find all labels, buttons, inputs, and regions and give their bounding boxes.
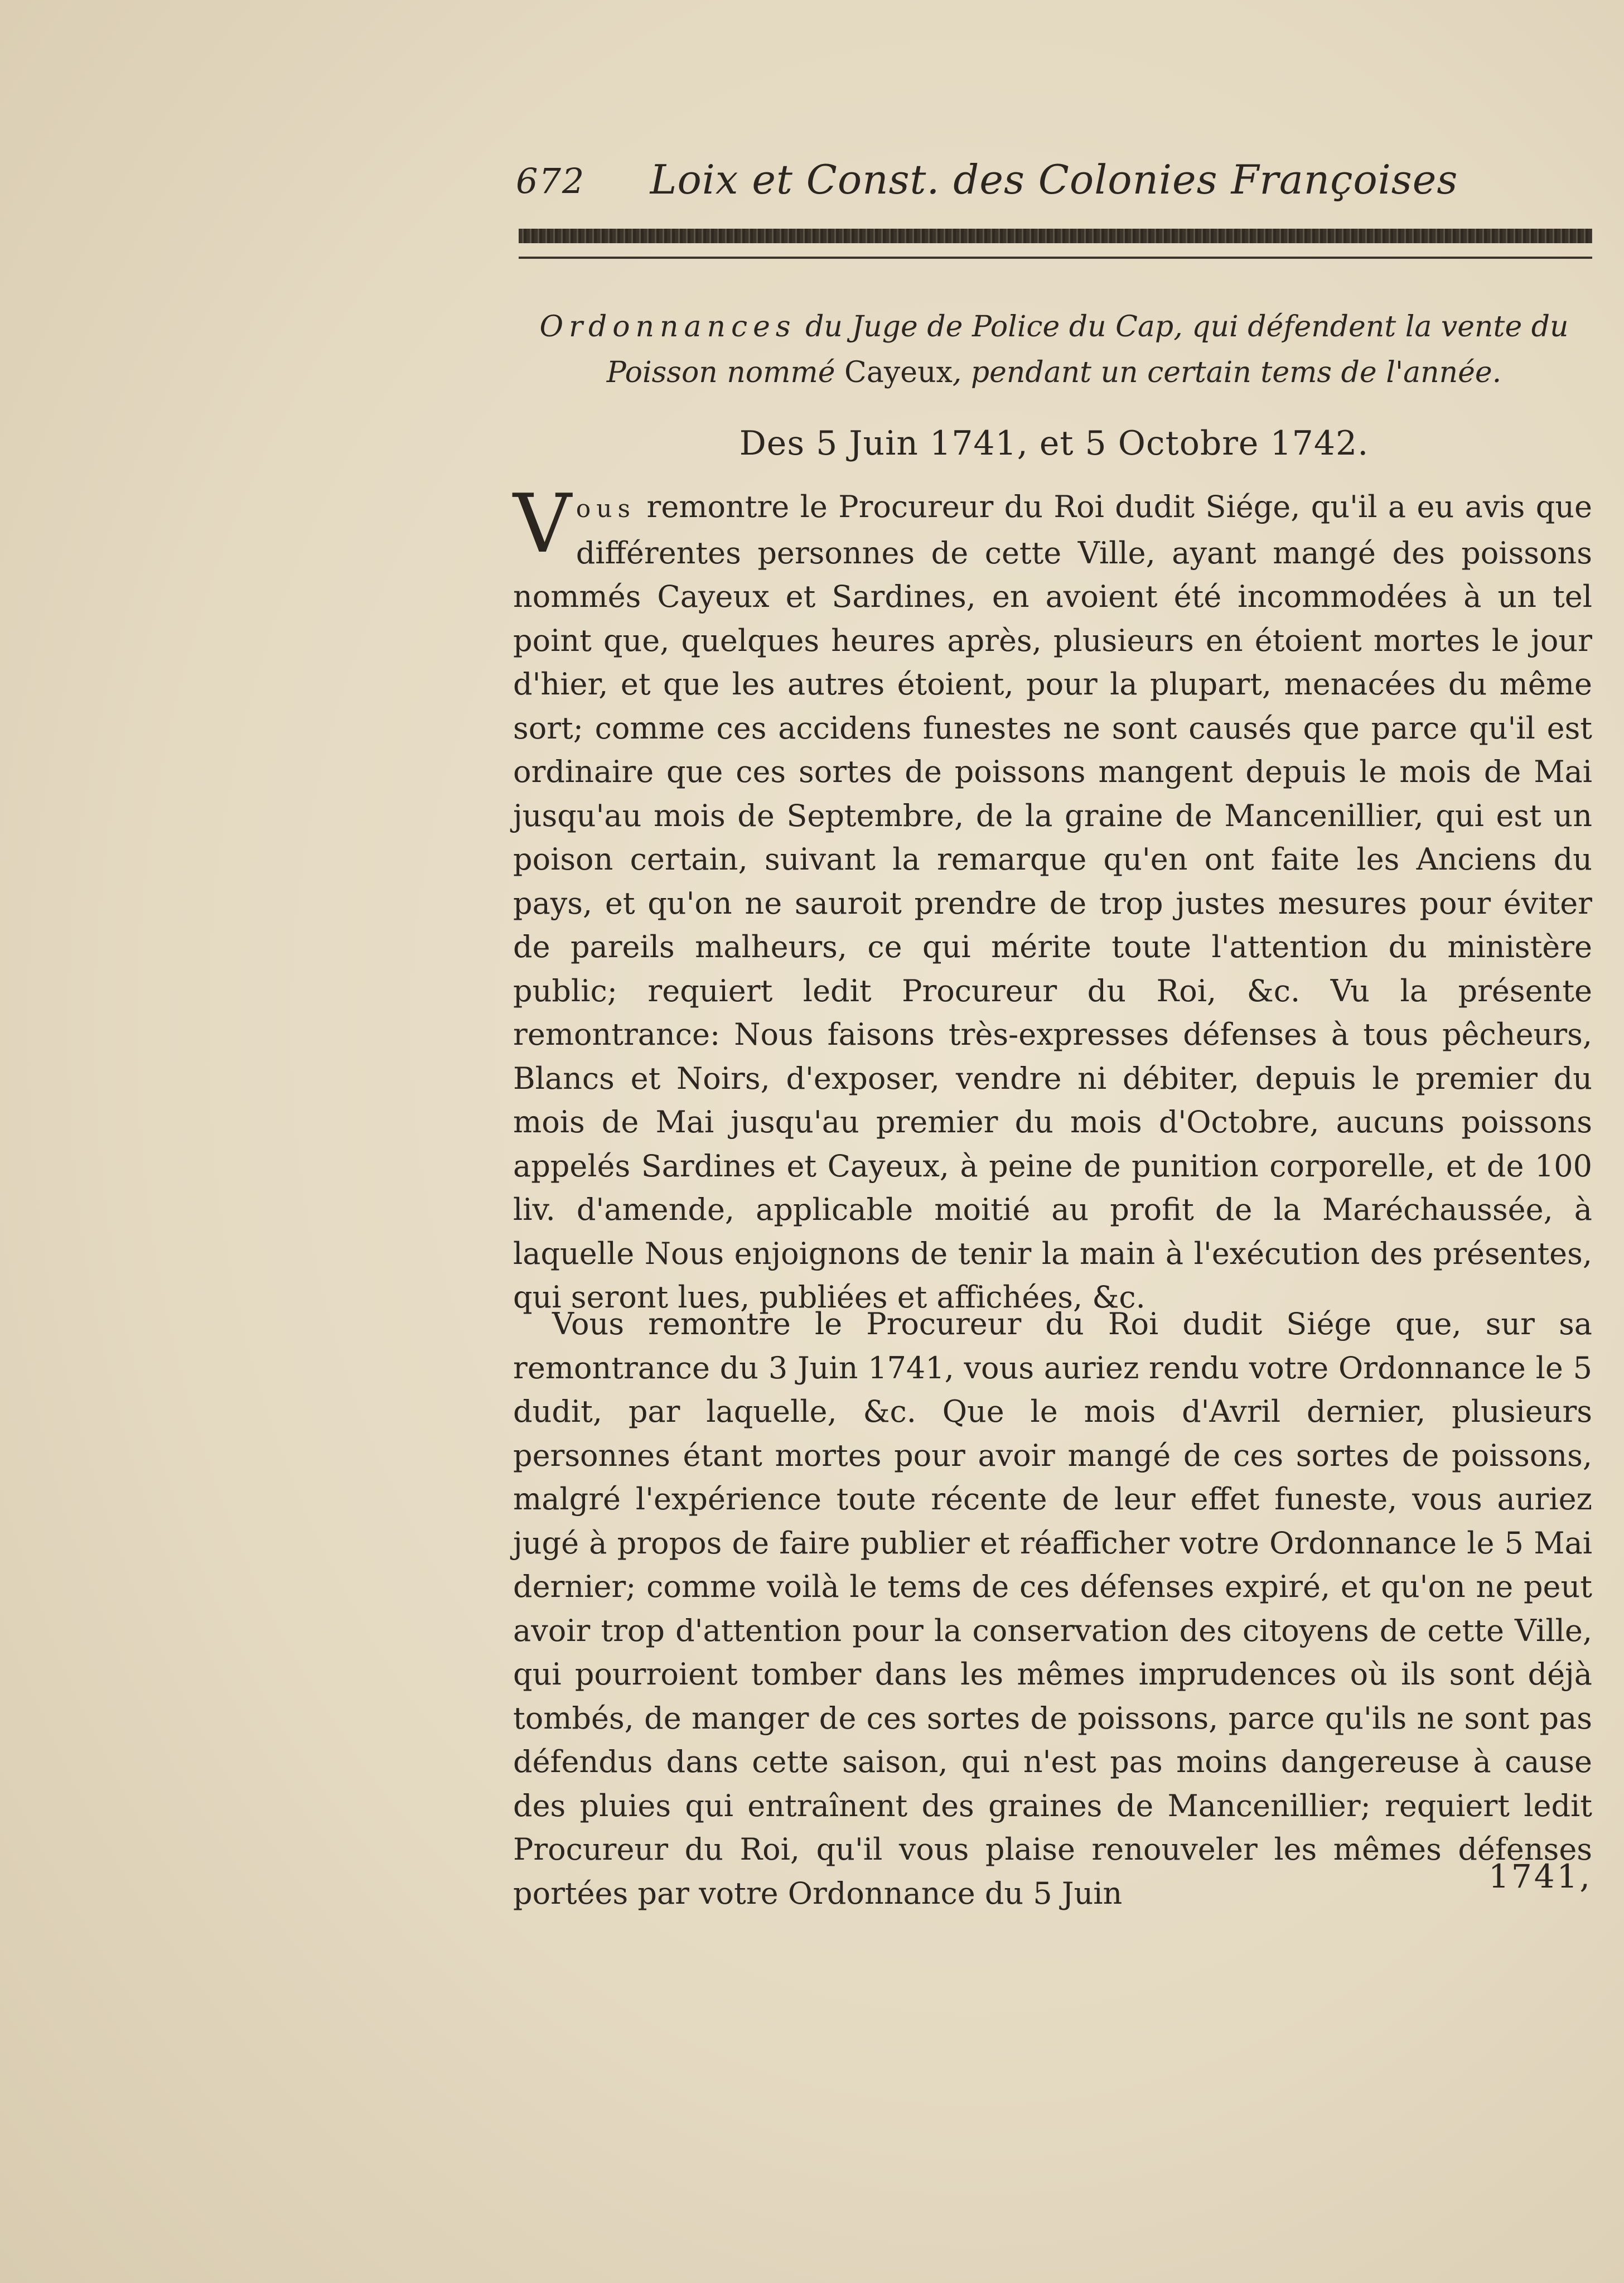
paragraph-1	[513, 477, 1592, 1320]
page-number: 672	[516, 161, 586, 201]
ornamental-rule	[519, 229, 1592, 243]
paragraph-1-text: remontre le Procureur du Roi dudit Siége, qu'il a eu avis que différentes personnes de cette Ville, ayant mangé des poissons nommés Cayeux et Sardines, en avoient été incommodées à un tel point que, quelques heures après, plusieurs en étoient mortes le jour d'hier, et que les autres étoient, pour la plupart, menacées du même sort; comme ces accidens funestes ne sont causés que parce qu'il est ordinaire que ces sortes de poissons mangent depuis le mois de Mai jusqu'au mois de Septembre, de la graine de Mancenillier, qui est un poison certain, suivant la remarque qu'en ont faite les Anciens du pays, et qu'on ne sauroit prendre de trop justes mesures pour éviter de pareils malheurs, ce qui mérite toute l'attention du ministère public; requiert ledit Procureur du Roi, &c. Vu la présente remontrance: Nous faisons très-expresses défenses à tous pêcheurs, Blancs et Noirs, d'exposer, vendre ni débiter, depuis le premier du mois de Mai jusqu'au premier du mois d'Octobre, aucuns poissons appelés Sardines et Cayeux, à peine de punition corporelle, et de 100 liv. d'amende, applicable moitié au profit de la Maréchaussée, à laquelle Nous enjoignons de tenir la main à l'exécution des présentes, qui seront lues, publiées et affichées, &c.	[513, 489, 1592, 1315]
header-divider	[519, 257, 1592, 259]
ordinance-title-part2: , pendant un certain tems de l'année.	[952, 356, 1502, 389]
paragraph-1-opening: ous	[576, 495, 636, 523]
catchword: 1741,	[1488, 1857, 1592, 1895]
ordinance-title-roman: Cayeux	[844, 356, 953, 389]
running-title: Loix et Const. des Colonies Françoises	[650, 156, 1458, 203]
ordinance-title-part1: du Juge de Police du Cap, qui défendent la vente du Poisson nommé	[606, 310, 1569, 389]
page-header	[516, 156, 1592, 218]
drop-cap: V	[513, 477, 572, 571]
ordinance-dates: Des 5 Juin 1741, et 5 Octobre 1742.	[739, 424, 1369, 463]
ordinance-title	[516, 304, 1592, 395]
ordinance-title-lead: Ordonnances	[539, 310, 796, 344]
paragraph-2: Vous remontre le Procureur du Roi dudit Siége que, sur sa remontrance du 3 Juin 1741, vous auriez rendu votre Ordonnance le 5 dudit, par laquelle, &c. Que le mois d'Avril dernier, plusieurs personnes étant mortes pour avoir mangé de ces sortes de poissons, malgré l'expérience toute récente de leur effet funeste, vous auriez jugé à propos de faire publier et réafficher votre Ordonnance le 5 Mai dernier; comme voilà le tems de ces défenses expiré, et qu'on ne peut avoir trop d'attention pour la conservation des citoyens de cette Ville, qui pourroient tomber dans les mêmes imprudences où ils sont déjà tombés, de manger de ces sortes de poissons, parce qu'ils ne sont pas défendus dans cette saison, qui n'est pas moins dangereuse à cause des pluies qui entraînent des graines de Mancenillier; requiert ledit Procureur du Roi, qu'il vous plaise renouveler les mêmes défenses portées par votre Ordonnance du 5 Juin	[513, 1306, 1592, 1911]
